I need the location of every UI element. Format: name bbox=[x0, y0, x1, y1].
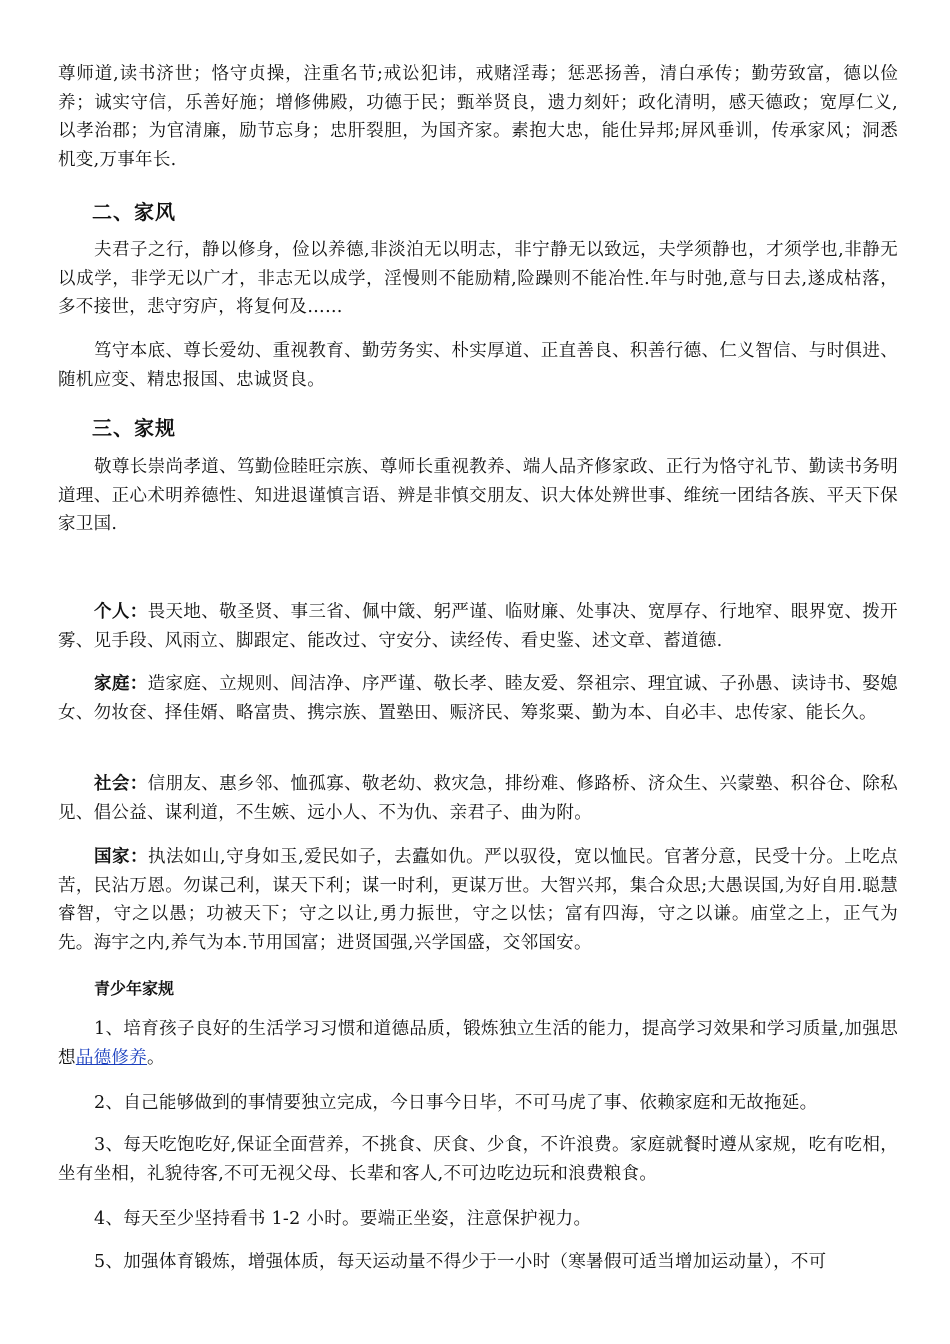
moral-cultivation-link[interactable]: 品德修养 bbox=[75, 1047, 148, 1068]
personal-text: 畏天地、敬圣贤、事三省、佩中箴、躬严谨、临财廉、处事决、宽厚存、行地窄、眼界宽、拨开雾、见手段、风雨立、脚跟定、能改过、守安分、读经传、看史鉴、述文章、蓄道德. bbox=[58, 602, 898, 651]
society-text: 信朋友、惠乡邻、恤孤寡、敬老幼、救灾急，排纷难、修路桥、济众生、兴蒙塾、积谷仓、除私见、倡公益、谋利道，不生嫉、远小人、不为仇、亲君子、曲为附。 bbox=[58, 774, 898, 823]
personal-label: 个人： bbox=[94, 602, 148, 622]
household-label: 家庭： bbox=[94, 674, 148, 694]
nation-rules-paragraph bbox=[58, 843, 898, 957]
personal-rules-paragraph bbox=[58, 598, 898, 655]
society-rules-paragraph bbox=[58, 770, 898, 827]
family-rules-paragraph: 敬尊长崇尚孝道、笃勤俭睦旺宗族、尊师长重视教养、端人品齐修家政、正行为恪守礼节、勤读书务明道理、正心术明养德性、知进退谨慎言语、辨是非慎交朋友、识大体处辨世事、维统一团结各族、平天下保家卫国. bbox=[58, 457, 898, 534]
youth-rule-2: 2、自己能够做到的事情要独立完成，今日事今日毕，不可马虎了事、依赖家庭和无故拖延。 bbox=[94, 1093, 818, 1113]
section-heading-family-rules: 三、家规 bbox=[92, 416, 176, 440]
section-heading-family-style: 二、家风 bbox=[92, 200, 176, 224]
nation-text: 执法如山,守身如玉,爱民如子，去蠹如仇。严以驭役，宽以恤民。官著分意，民受十分。上吃点苦，民沾万恩。勿谋己利，谋天下利；谋一时利，更谋万世。大智兴邦，集合众思;大愚误国,为好自用.聪慧睿智，守之以愚；功被天下；守之以让,勇力振世，守之以怯；富有四海，守之以谦。庙堂之上，正气为先。海宇之内,养气为本.节用国富；进贤国强,兴学国盛，交邻国安。 bbox=[58, 847, 898, 953]
youth-rule-4: 4、每天至少坚持看书 1-2 小时。要端正坐姿，注意保护视力。 bbox=[94, 1209, 592, 1229]
youth-rule-1-end: 。 bbox=[147, 1047, 165, 1068]
nation-label: 国家： bbox=[94, 847, 149, 867]
society-label: 社会： bbox=[94, 774, 148, 794]
family-style-paragraph-2: 笃守本底、尊长爱幼、重视教育、勤劳务实、朴实厚道、正直善良、积善行德、仁义智信、与时俱进、随机应变、精忠报国、忠诚贤良。 bbox=[58, 341, 898, 390]
intro-paragraph: 尊师道,读书济世；恪守贞操，注重名节;戒讼犯讳，戒赌淫毒；惩恶扬善，清白承传；勤劳致富，德以俭养；诚实守信，乐善好施；增修佛殿，功德于民；甄举贤良，遗力刻奸；政化清明，感天德政；宽厚仁义,以孝治郡；为官清廉，励节忘身；忠肝裂胆，为国齐家。素抱大忠，能仕异邦;屏风垂训，传承家风；洞悉机变,万事年长. bbox=[58, 64, 898, 170]
youth-rule-1 bbox=[58, 1015, 898, 1072]
household-text: 造家庭、立规则、闾洁净、序严谨、敬长孝、睦友爱、祭祖宗、理宜诚、子孙愚、读诗书、娶媳女、勿妆奁、择佳婿、略富贵、携宗族、置塾田、赈济民、筹浆粟、勤为本、自必丰、忠传家、能长久。 bbox=[58, 674, 898, 723]
household-rules-paragraph bbox=[58, 670, 898, 727]
youth-rules-heading: 青少年家规 bbox=[94, 979, 175, 998]
youth-rule-5: 5、加强体育锻炼，增强体质，每天运动量不得少于一小时（寒暑假可适当增加运动量），不可 bbox=[94, 1252, 827, 1272]
family-style-paragraph-1: 夫君子之行，静以修身，俭以养德,非淡泊无以明志，非宁静无以致远，夫学须静也，才须学也,非静无以成学，非学无以广才，非志无以成学，淫慢则不能励精,险躁则不能冶性.年与时弛,意与日去,遂成枯落，多不接世，悲守穷庐，将复何及…… bbox=[58, 240, 898, 317]
youth-rule-3: 3、每天吃饱吃好,保证全面营养，不挑食、厌食、少食，不许浪费。家庭就餐时遵从家规，吃有吃相，坐有坐相，礼貌待客,不可无视父母、长辈和客人,不可边吃边玩和浪费粮食。 bbox=[58, 1135, 898, 1184]
youth-rule-1-text: 1、培育孩子良好的生活学习习惯和道德品质，锻炼独立生活的能力，提高学习效果和学习质量,加强思想 bbox=[58, 1019, 898, 1068]
